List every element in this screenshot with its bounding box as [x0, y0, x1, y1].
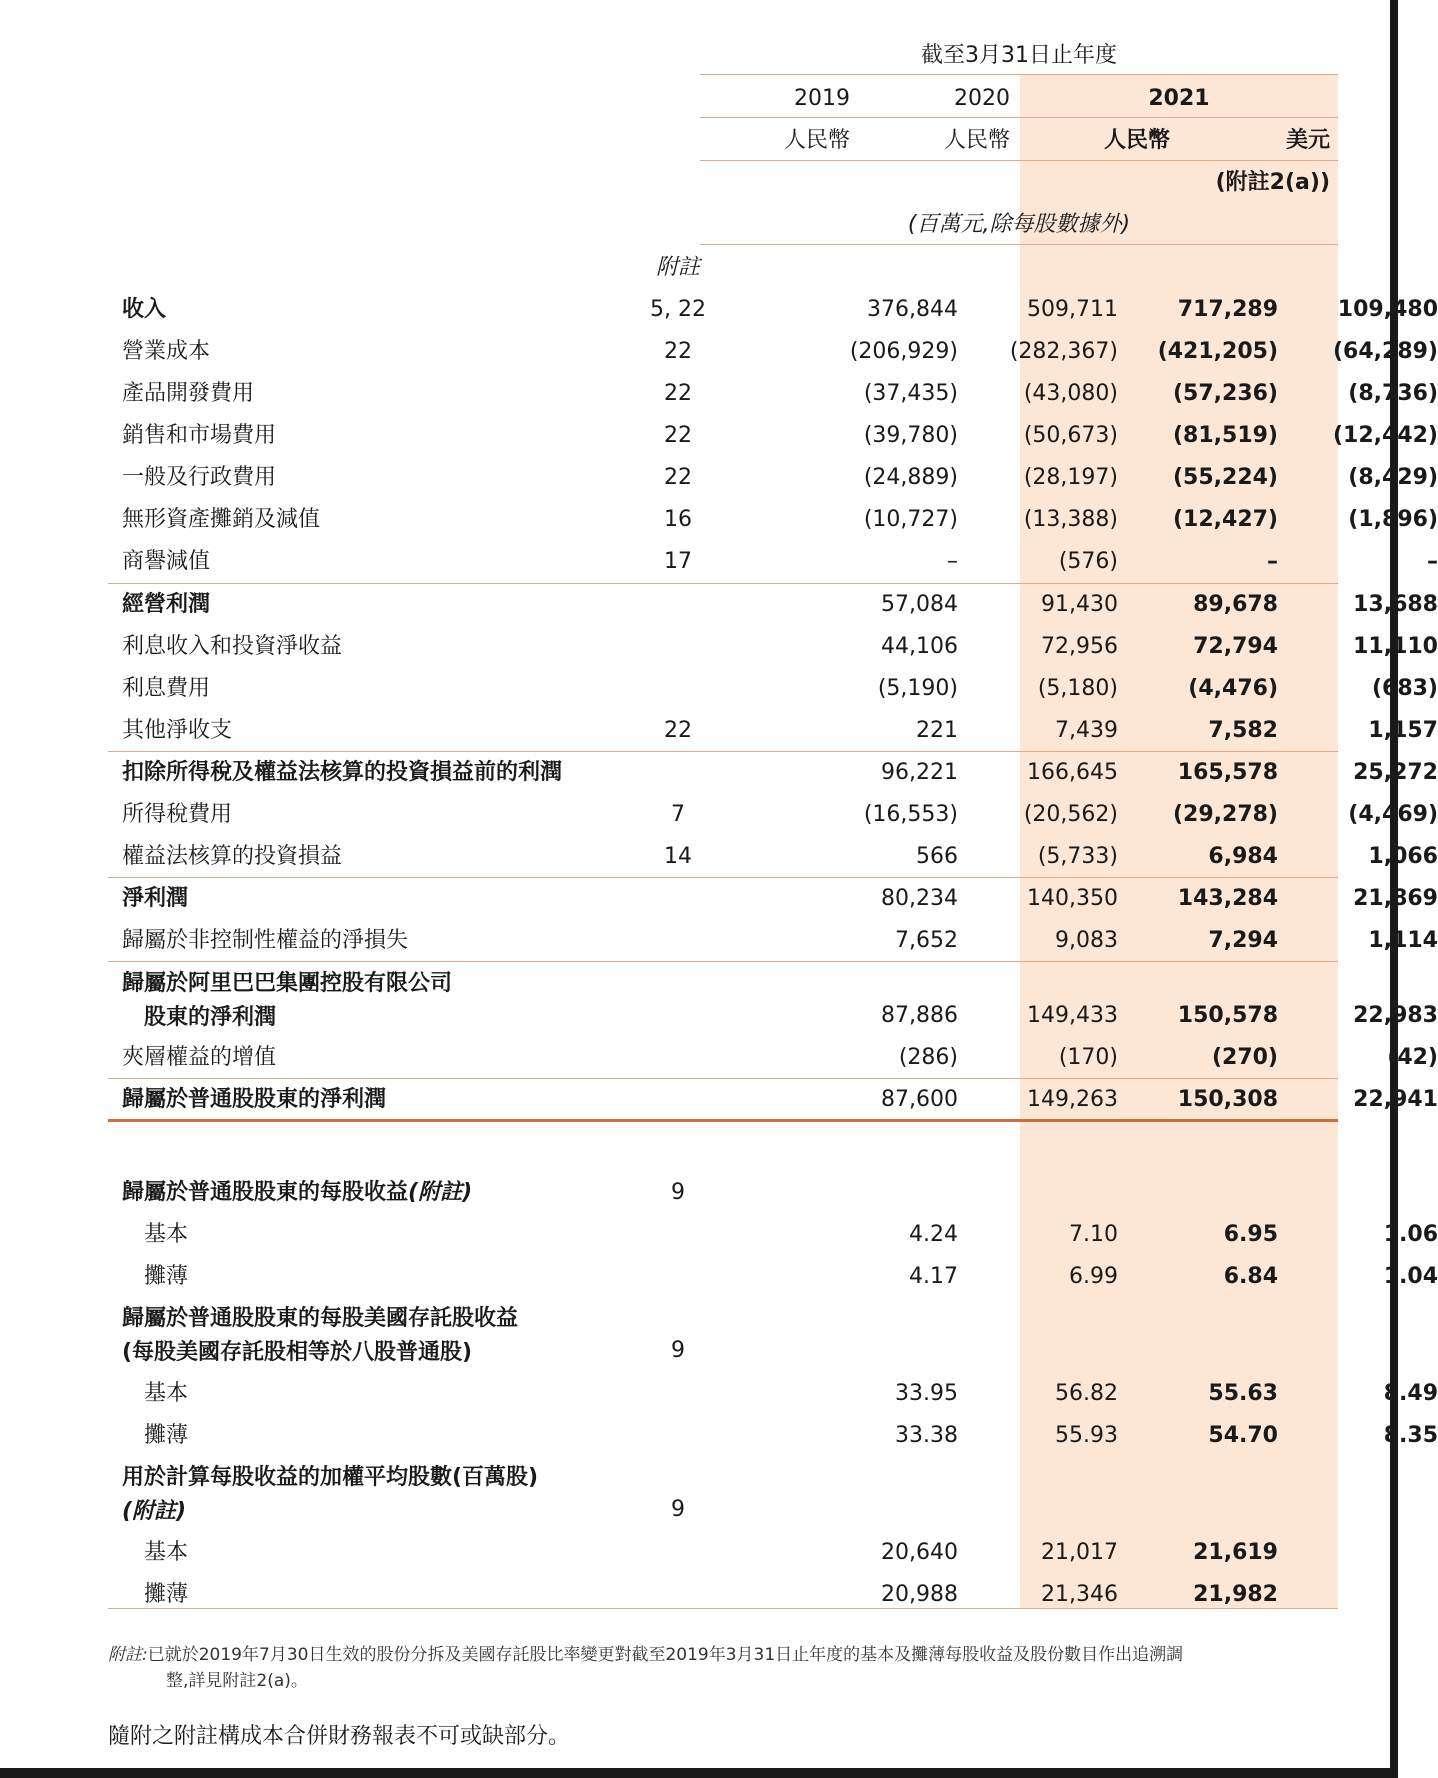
row-label — [122, 967, 452, 1035]
period-heading: 截至3月31日止年度 — [921, 43, 1117, 68]
units-caption: (百萬元,除每股數據外) — [907, 212, 1131, 237]
value-usd: 8.35 — [1383, 1423, 1438, 1448]
value-2020: (282,367) — [1009, 339, 1118, 364]
footnote — [108, 1642, 1183, 1668]
value-usd: 1,114 — [1368, 928, 1438, 953]
value-2021: (12,427) — [1172, 507, 1278, 532]
row-note-ref: 14 — [664, 844, 692, 869]
value-2020: (28,197) — [1023, 465, 1118, 490]
row-label: 歸屬於非控制性權益的淨損失 — [122, 928, 409, 953]
value-2020: 7.10 — [1069, 1222, 1118, 1247]
row-label: 基本 — [144, 1222, 189, 1247]
row-label-line2: 股東的淨利潤 — [144, 1005, 277, 1030]
footnote-label: 附註: — [108, 1645, 148, 1665]
row-shares-basic — [108, 1532, 1338, 1574]
value-2020: 509,711 — [1027, 297, 1118, 322]
value-2021: 6,984 — [1208, 844, 1278, 869]
row-label: 攤薄 — [144, 1582, 189, 1607]
value-2021: 143,284 — [1177, 886, 1278, 911]
row-net-income-ordinary — [108, 1079, 1438, 1121]
value-2019: 4.17 — [909, 1264, 958, 1289]
row-label: 經營利潤 — [122, 592, 211, 617]
ads-title-line2: (每股美國存託股相等於八股普通股) — [122, 1340, 473, 1365]
value-usd: 22,941 — [1353, 1087, 1438, 1112]
row-net-income — [108, 878, 1438, 920]
value-2020: (5,180) — [1037, 676, 1118, 701]
value-2019: 20,640 — [881, 1540, 958, 1565]
value-2021: 21,982 — [1193, 1582, 1278, 1607]
row-net-income-attributable — [108, 962, 1438, 1042]
value-2020: 21,017 — [1041, 1540, 1118, 1565]
eps-title-note: (附註) — [408, 1180, 473, 1205]
row-shares-title — [108, 1456, 1338, 1536]
row-label: 攤薄 — [144, 1264, 189, 1289]
value-usd: 109,480 — [1337, 297, 1438, 322]
value-2021: (4,476) — [1188, 676, 1278, 701]
row-note-ref: 9 — [671, 1338, 685, 1363]
value-2021: 55.63 — [1208, 1381, 1278, 1406]
value-2020: 166,645 — [1027, 760, 1118, 785]
value-2019: (16,553) — [863, 802, 958, 827]
value-2020: 72,956 — [1041, 634, 1118, 659]
row-sales-marketing — [108, 415, 1438, 457]
value-2019: 33.95 — [895, 1381, 958, 1406]
row-income-tax — [108, 794, 1438, 836]
ads-title: 歸屬於普通股股東的每股美國存託股收益 — [122, 1306, 519, 1331]
row-eps-basic — [108, 1214, 1438, 1256]
value-usd: 22,983 — [1353, 1003, 1438, 1028]
value-2019: – — [947, 549, 958, 574]
value-2019: (286) — [898, 1045, 958, 1070]
value-usd: 25,272 — [1353, 760, 1438, 785]
row-label: 產品開發費用 — [122, 381, 255, 406]
value-2020: (43,080) — [1023, 381, 1118, 406]
row-eps-diluted — [108, 1256, 1438, 1298]
value-usd: 13,688 — [1353, 592, 1438, 617]
value-2021: 89,678 — [1193, 592, 1278, 617]
value-usd: 21,869 — [1353, 886, 1438, 911]
row-mezzanine-accretion — [108, 1037, 1438, 1079]
divider — [700, 117, 1338, 118]
value-usd: (8,736) — [1348, 381, 1438, 406]
value-2019: 221 — [916, 718, 958, 743]
note-column-header: 附註 — [655, 255, 700, 280]
value-2019: 87,886 — [881, 1003, 958, 1028]
value-usd: (12,442) — [1332, 423, 1438, 448]
value-2019: 566 — [916, 844, 958, 869]
row-note-ref: 9 — [671, 1497, 685, 1522]
divider — [700, 74, 1338, 75]
footer-statement: 隨附之附註構成本合併財務報表不可或缺部分。 — [108, 1724, 571, 1749]
value-2021: 165,578 — [1177, 760, 1278, 785]
row-label: 一般及行政費用 — [122, 465, 277, 490]
value-usd: 8.49 — [1383, 1381, 1438, 1406]
eps-title: 歸屬於普通股股東的每股收益 — [122, 1180, 409, 1205]
year-2021: 2021 — [1148, 86, 1210, 111]
value-2021: (421,205) — [1157, 339, 1278, 364]
value-2019: 96,221 — [881, 760, 958, 785]
row-note-ref: 22 — [664, 339, 692, 364]
row-note-ref: 22 — [664, 718, 692, 743]
value-2020: 140,350 — [1027, 886, 1118, 911]
value-usd: 11,110 — [1353, 634, 1438, 659]
value-2021: 150,308 — [1177, 1087, 1278, 1112]
value-2021: 7,294 — [1208, 928, 1278, 953]
value-2021: (29,278) — [1172, 802, 1278, 827]
value-2021: 6.95 — [1223, 1222, 1278, 1247]
value-2020: 55.93 — [1055, 1423, 1118, 1448]
row-label — [122, 1179, 472, 1207]
row-note-ref: 7 — [671, 802, 685, 827]
row-label: 基本 — [144, 1381, 189, 1406]
value-2021: (57,236) — [1172, 381, 1278, 406]
row-label: 攤薄 — [144, 1423, 189, 1448]
value-2019: 44,106 — [881, 634, 958, 659]
value-2021: 7,582 — [1208, 718, 1278, 743]
shares-title-note: (附註) — [122, 1499, 187, 1524]
value-2021: (270) — [1211, 1045, 1278, 1070]
row-label: 夾層權益的增值 — [122, 1045, 277, 1070]
year-2020: 2020 — [954, 86, 1010, 111]
value-2019: 87,600 — [881, 1087, 958, 1112]
value-2021: 717,289 — [1177, 297, 1278, 322]
row-label: 銷售和市場費用 — [122, 423, 277, 448]
usd-note: (附註2(a)) — [1215, 170, 1330, 195]
value-2019: 57,084 — [881, 592, 958, 617]
value-usd: 1.04 — [1383, 1264, 1438, 1289]
row-operating-income — [108, 584, 1438, 626]
value-2021: 54.70 — [1208, 1423, 1278, 1448]
currency-rmb-2021: 人民幣 — [1103, 128, 1170, 153]
row-label: 商譽減值 — [122, 549, 211, 574]
year-2019: 2019 — [794, 86, 850, 111]
row-amortization — [108, 499, 1438, 541]
divider — [700, 160, 1338, 161]
shares-title: 用於計算每股收益的加權平均股數(百萬股) — [122, 1465, 539, 1490]
row-ads-diluted — [108, 1415, 1438, 1457]
divider — [108, 1608, 1338, 1609]
value-usd: – — [1427, 549, 1438, 574]
currency-rmb-2019: 人民幣 — [783, 128, 850, 153]
value-usd: 1.06 — [1383, 1222, 1438, 1247]
value-2021: 150,578 — [1177, 1003, 1278, 1028]
row-label: 基本 — [144, 1540, 189, 1565]
row-label: 所得稅費用 — [122, 802, 233, 827]
value-2019: (24,889) — [863, 465, 958, 490]
value-2021: 72,794 — [1193, 634, 1278, 659]
value-2019: 7,652 — [895, 928, 958, 953]
divider — [700, 244, 1338, 245]
value-usd: (42) — [1387, 1045, 1438, 1070]
value-2020: 9,083 — [1055, 928, 1118, 953]
value-2020: 7,439 — [1055, 718, 1118, 743]
value-2020: 56.82 — [1055, 1381, 1118, 1406]
row-product-development — [108, 373, 1438, 415]
row-label — [122, 1461, 538, 1529]
value-2019: (10,727) — [863, 507, 958, 532]
row-label: 權益法核算的投資損益 — [122, 844, 343, 869]
row-label: 利息費用 — [122, 676, 211, 701]
row-label: 歸屬於普通股股東的淨利潤 — [122, 1087, 387, 1112]
value-2021: 21,619 — [1193, 1540, 1278, 1565]
row-note-ref: 16 — [664, 507, 692, 532]
row-shares-diluted — [108, 1574, 1338, 1616]
row-interest-expense — [108, 668, 1438, 710]
row-equity-method — [108, 836, 1438, 878]
currency-rmb-2020: 人民幣 — [943, 128, 1010, 153]
row-note-ref: 22 — [664, 465, 692, 490]
value-usd: (8,429) — [1348, 465, 1438, 490]
value-2020: 149,433 — [1027, 1003, 1118, 1028]
row-noncontrolling-loss — [108, 920, 1438, 962]
footnote-line1: 已就於2019年7月30日生效的股份分拆及美國存託股比率變更對截至2019年3月31日止年度的基本及攤薄每股收益及股份數目作出追溯調 — [147, 1645, 1184, 1665]
row-label: 扣除所得稅及權益法核算的投資損益前的利潤 — [122, 760, 563, 785]
row-label: 利息收入和投資淨收益 — [122, 634, 343, 659]
value-2019: (39,780) — [863, 423, 958, 448]
row-label: 其他淨收支 — [122, 718, 233, 743]
row-goodwill-impairment — [108, 541, 1438, 583]
row-note-ref: 17 — [664, 549, 692, 574]
value-2020: (50,673) — [1023, 423, 1118, 448]
value-usd: (4,469) — [1348, 802, 1438, 827]
row-eps-title — [108, 1172, 1338, 1214]
value-2020: (13,388) — [1023, 507, 1118, 532]
value-usd: 1,157 — [1368, 718, 1438, 743]
row-ads-basic — [108, 1373, 1438, 1415]
value-2021: 6.84 — [1223, 1264, 1278, 1289]
value-usd: (1,896) — [1348, 507, 1438, 532]
value-2020: 91,430 — [1041, 592, 1118, 617]
footnote-line2: 整,詳見附註2(a)。 — [166, 1671, 308, 1691]
row-general-admin — [108, 457, 1438, 499]
value-2020: (20,562) — [1023, 802, 1118, 827]
value-2021: – — [1267, 549, 1278, 574]
row-revenue — [108, 289, 1438, 331]
value-usd: (683) — [1371, 676, 1438, 701]
value-2019: 4.24 — [909, 1222, 958, 1247]
row-label — [122, 1302, 518, 1370]
value-2019: 376,844 — [867, 297, 958, 322]
row-note-ref: 22 — [664, 423, 692, 448]
value-usd: 1,066 — [1368, 844, 1438, 869]
value-2021: (81,519) — [1172, 423, 1278, 448]
value-usd: (64,289) — [1332, 339, 1438, 364]
row-interest-income — [108, 626, 1438, 668]
value-2019: 80,234 — [881, 886, 958, 911]
value-2019: (206,929) — [849, 339, 958, 364]
page-edge-bottom — [0, 1768, 1398, 1778]
row-ads-title — [108, 1297, 1338, 1377]
value-2019: (37,435) — [863, 381, 958, 406]
row-income-before-tax — [108, 752, 1438, 794]
row-label: 收入 — [122, 297, 167, 322]
row-note-ref: 9 — [671, 1180, 685, 1205]
value-2019: 20,988 — [881, 1582, 958, 1607]
row-label: 營業成本 — [122, 339, 211, 364]
value-2020: 149,263 — [1027, 1087, 1118, 1112]
row-other-income — [108, 710, 1438, 752]
row-cost-of-revenue — [108, 331, 1438, 373]
row-note-ref: 5, 22 — [650, 297, 706, 322]
value-2020: (5,733) — [1037, 844, 1118, 869]
row-label: 淨利潤 — [122, 886, 189, 911]
value-2019: 33.38 — [895, 1423, 958, 1448]
value-2020: 21,346 — [1041, 1582, 1118, 1607]
row-note-ref: 22 — [664, 381, 692, 406]
value-2019: (5,190) — [877, 676, 958, 701]
value-2021: (55,224) — [1172, 465, 1278, 490]
value-2020: (170) — [1058, 1045, 1118, 1070]
value-2020: 6.99 — [1069, 1264, 1118, 1289]
currency-usd: 美元 — [1285, 128, 1330, 153]
row-label-line1: 歸屬於阿里巴巴集團控股有限公司 — [122, 971, 453, 996]
value-2020: (576) — [1058, 549, 1118, 574]
row-label: 無形資產攤銷及減值 — [122, 507, 321, 532]
double-rule — [108, 1119, 1338, 1122]
